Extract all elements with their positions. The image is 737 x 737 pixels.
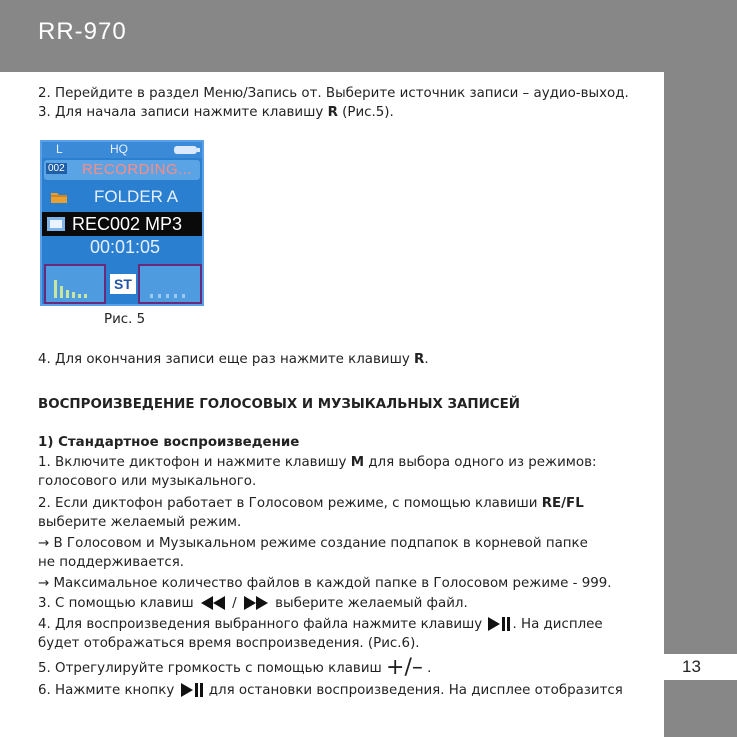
key-label: M — [350, 455, 365, 470]
text-line — [38, 615, 603, 634]
volume-keys: +/– — [386, 655, 423, 680]
text-span: для выбора одного из режимов: — [364, 455, 597, 470]
folder-name: FOLDER A — [94, 187, 179, 206]
text-span: 3. Для начала записи нажмите клавишу — [38, 105, 328, 120]
file-name: REC002 MP3 — [72, 214, 183, 234]
key-label: R — [327, 105, 338, 120]
note-line: → В Голосовом и Музыкальном режиме создание подпапок в корневой папке — [38, 536, 588, 551]
page-number: 13 — [682, 657, 701, 676]
channel-label: L — [56, 142, 63, 156]
text-span: . — [422, 661, 432, 676]
recording-row — [44, 160, 200, 180]
model-title: RR-970 — [38, 18, 127, 45]
page-header — [0, 0, 737, 72]
play-pause-icon — [486, 615, 512, 633]
next-icon — [241, 595, 271, 611]
quality-label: HQ — [110, 142, 128, 156]
text-span: . На дисплее — [512, 617, 603, 632]
text-line — [38, 103, 394, 122]
text-line: выберите желаемый режим. — [38, 515, 242, 530]
prev-icon — [198, 595, 228, 611]
screen-status-bar — [42, 142, 204, 158]
note-line: не поддерживается. — [38, 555, 185, 570]
elapsed-time: 00:01:05 — [90, 237, 161, 257]
battery-icon — [174, 145, 200, 155]
text-line — [38, 655, 432, 680]
stereo-indicator: ST — [110, 274, 136, 294]
text-line — [38, 350, 429, 369]
text-span: 3. С помощью клавиш — [38, 596, 198, 611]
device-screen-figure — [40, 140, 204, 306]
note-line: → Максимальное количество файлов в каждой папке в Голосовом режиме - 999. — [38, 576, 612, 591]
recording-status: RECORDING... — [82, 161, 193, 178]
text-line: будет отображаться время воспроизведения. (Рис.6). — [38, 636, 420, 651]
text-span: 1. Включите диктофон и нажмите клавишу — [38, 455, 351, 470]
file-icon — [46, 216, 66, 232]
text-span: 6. Нажмите кнопку — [38, 683, 179, 698]
text-span: / — [227, 596, 241, 611]
text-line — [38, 594, 468, 613]
text-span: 4. Для окончания записи еще раз нажмите клавишу — [38, 352, 415, 367]
text-line — [38, 494, 584, 513]
track-badge: 002 — [48, 163, 65, 174]
text-line: 2. Перейдите в раздел Меню/Запись от. Выберите источник записи – аудио-выход. — [38, 86, 629, 101]
figure-caption: Рис. 5 — [104, 312, 146, 327]
play-pause-icon — [179, 681, 205, 699]
file-row — [42, 212, 204, 236]
text-line — [38, 453, 596, 472]
text-span: для остановки воспроизведения. На дисплее отобразится — [204, 683, 623, 698]
text-line: голосового или музыкального. — [38, 474, 257, 489]
brand-logo: Ritmix — [633, 376, 668, 479]
level-meter-right — [138, 264, 202, 304]
side-bar — [664, 72, 737, 737]
text-span: (Рис.5). — [337, 105, 394, 120]
text-span: выберите желаемый файл. — [270, 596, 468, 611]
folder-icon — [50, 190, 68, 204]
key-label: R — [414, 352, 425, 367]
section-title: ВОСПРОИЗВЕДЕНИЕ ГОЛОСОВЫХ И МУЗЫКАЛЬНЫХ ЗАПИСЕЙ — [38, 397, 520, 412]
text-span: 5. Отрегулируйте громкость с помощью клавиш — [38, 661, 387, 676]
text-span: . — [424, 352, 429, 367]
level-meter-left — [44, 264, 106, 304]
text-span: 2. Если диктофон работает в Голосовом режиме, с помощью клавиши — [38, 496, 542, 511]
text-span: 4. Для воспроизведения выбранного файла нажмите клавишу — [38, 617, 487, 632]
key-label: RE/FL — [541, 496, 584, 511]
subsection-title: 1) Стандартное воспроизведение — [38, 435, 300, 450]
text-line — [38, 681, 623, 700]
